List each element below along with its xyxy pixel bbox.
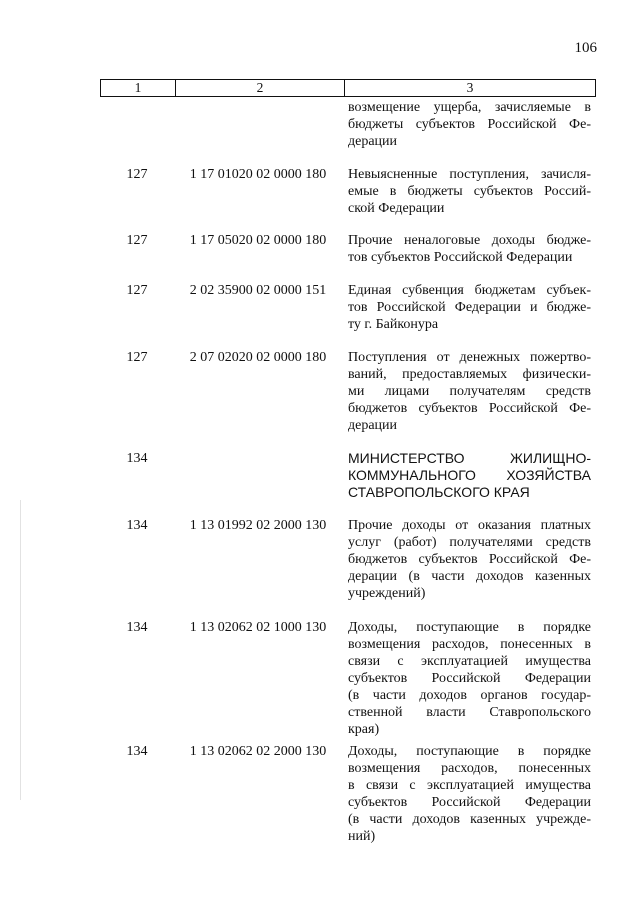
budget-classification-code: 1 13 02062 02 1000 130 <box>189 620 327 635</box>
revenue-name-line: дерации <box>348 134 398 149</box>
revenue-name-line: Прочие доходы от оказания платных <box>348 518 591 533</box>
header-col-3: 3 <box>466 80 474 95</box>
revenue-name-line: дерации (в части доходов казенных <box>348 569 591 584</box>
revenue-name-line: Единая субвенция бюджетам субъек- <box>348 283 591 298</box>
revenue-name-line: тов субъектов Российской Федерации <box>348 250 573 265</box>
revenue-name-line: Поступления от денежных пожертво- <box>348 350 591 365</box>
budget-classification-code: 1 13 02062 02 2000 130 <box>189 744 327 759</box>
revenue-name-line: в связи с эксплуатацией имущества <box>348 778 591 793</box>
admin-code: 127 <box>126 350 148 365</box>
revenue-name-line: ний) <box>348 829 376 844</box>
revenue-name-line: учреждений) <box>348 586 426 601</box>
revenue-name-line: субъектов Российской Федерации <box>348 795 591 810</box>
revenue-name-line: субъектов Российской Федерации <box>348 671 591 686</box>
revenue-name-line: Доходы, поступающие в порядке <box>348 744 591 759</box>
scan-margin-line <box>20 500 21 800</box>
admin-code: 134 <box>126 744 148 759</box>
revenue-name-line: Прочие неналоговые доходы бюдже- <box>348 233 591 248</box>
revenue-name-line: Невыясненные поступления, зачисля- <box>348 167 591 182</box>
admin-code: 134 <box>126 451 148 466</box>
revenue-name-line: возмещения расходов, понесенных в <box>348 637 591 652</box>
revenue-name-line: бюджетов субъектов Российской Фе- <box>348 552 591 567</box>
admin-code: 127 <box>126 283 148 298</box>
budget-classification-code: 2 02 35900 02 0000 151 <box>189 283 327 298</box>
header-col-2: 2 <box>176 80 345 96</box>
revenue-name-line: (в части доходов органов государ- <box>348 688 591 703</box>
ministry-heading-line: СТАВРОПОЛЬСКОГО КРАЯ <box>348 484 530 500</box>
revenue-name-line: Доходы, поступающие в порядке <box>348 620 591 635</box>
revenue-name-line: емые в бюджеты субъектов Россий- <box>348 184 591 199</box>
revenue-name-line: ской Федерации <box>348 201 445 216</box>
budget-classification-code: 2 07 02020 02 0000 180 <box>189 350 327 365</box>
revenue-name <box>348 99 591 150</box>
revenue-name-line: ваний, предоставляемых физически- <box>348 367 591 382</box>
revenue-name-line: края) <box>348 722 380 737</box>
budget-classification-code: 1 13 01992 02 2000 130 <box>189 518 327 533</box>
revenue-name-line: связи с эксплуатацией имущества <box>348 654 591 669</box>
revenue-name <box>348 517 591 602</box>
revenue-name-line: услуг (работ) получателями средств <box>348 535 591 550</box>
revenue-name <box>348 232 591 266</box>
budget-classification-code: 1 17 01020 02 0000 180 <box>189 167 327 182</box>
admin-code: 134 <box>126 620 148 635</box>
admin-code: 127 <box>126 167 148 182</box>
table-header <box>100 79 596 97</box>
revenue-name <box>348 349 591 434</box>
revenue-name <box>348 282 591 333</box>
budget-classification-code: 1 17 05020 02 0000 180 <box>189 233 327 248</box>
revenue-name-line: ту г. Байконура <box>348 317 439 332</box>
header-col-1: 1 <box>101 80 176 96</box>
ministry-heading-line: МИНИСТЕРСТВО ЖИЛИЩНО- <box>348 450 591 466</box>
page-number: 106 <box>574 40 597 56</box>
revenue-name-line: (в части доходов казенных учрежде- <box>348 812 591 827</box>
revenue-name-line: дерации <box>348 418 398 433</box>
ministry-heading-line: КОММУНАЛЬНОГО ХОЗЯЙСТВА <box>348 467 591 483</box>
revenue-name-line: бюджетов субъектов Российской Фе- <box>348 401 591 416</box>
ministry-heading <box>348 450 591 501</box>
revenue-name-line: возмещение ущерба, зачисляемые в <box>348 100 591 115</box>
admin-code: 127 <box>126 233 148 248</box>
revenue-name-line: ми лицами получателям средств <box>348 384 591 399</box>
revenue-name <box>348 619 591 738</box>
revenue-name <box>348 166 591 217</box>
revenue-name-line: ственной власти Ставропольского <box>348 705 591 720</box>
revenue-name-line: возмещения расходов, понесенных <box>348 761 591 776</box>
revenue-name-line: бюджеты субъектов Российской Фе- <box>348 117 591 132</box>
admin-code: 134 <box>126 518 148 533</box>
revenue-name-line: тов Российской Федерации и бюдже- <box>348 300 591 315</box>
revenue-name <box>348 743 591 845</box>
